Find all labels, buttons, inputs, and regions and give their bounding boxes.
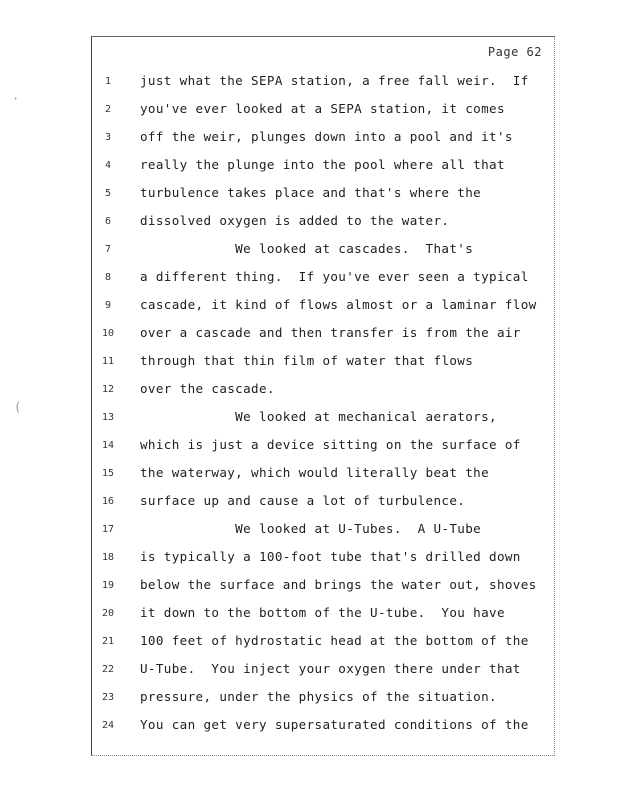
line-text: just what the SEPA station, a free fall weir. If — [140, 73, 529, 88]
line-text: dissolved oxygen is added to the water. — [140, 213, 450, 228]
line-text: off the weir, plunges down into a pool and it's — [140, 129, 513, 144]
line-number: 1 — [104, 76, 112, 87]
transcript-line — [92, 381, 554, 401]
line-number: 24 — [101, 720, 115, 731]
transcript-line — [92, 521, 554, 541]
line-number: 14 — [101, 440, 115, 451]
transcript-line — [92, 325, 554, 345]
line-number: 17 — [101, 524, 115, 535]
line-number: 5 — [104, 188, 112, 199]
line-text: really the plunge into the pool where all that — [140, 157, 505, 172]
transcript-line — [92, 185, 554, 205]
transcript-line — [92, 73, 554, 93]
transcript-line — [92, 633, 554, 653]
transcript-line — [92, 353, 554, 373]
line-text: surface up and cause a lot of turbulence. — [140, 493, 466, 508]
line-number: 8 — [104, 272, 112, 283]
transcript-line — [92, 493, 554, 513]
transcript-page — [91, 36, 555, 756]
line-number: 16 — [101, 496, 115, 507]
transcript-line — [92, 717, 554, 737]
line-number: 11 — [101, 356, 115, 367]
binder-hole-mark: · — [12, 92, 20, 106]
transcript-line — [92, 465, 554, 485]
line-number: 15 — [101, 468, 115, 479]
line-text: 100 feet of hydrostatic head at the bottom of the — [140, 633, 529, 648]
line-number: 22 — [101, 664, 115, 675]
line-text: pressure, under the physics of the situation. — [140, 689, 497, 704]
line-number: 7 — [104, 244, 112, 255]
transcript-line — [92, 269, 554, 289]
line-number: 12 — [101, 384, 115, 395]
line-number: 9 — [104, 300, 112, 311]
line-number: 20 — [101, 608, 115, 619]
transcript-line — [92, 605, 554, 625]
page-number: Page 62 — [487, 45, 542, 59]
line-text: through that thin film of water that flows — [140, 353, 474, 368]
line-text: which is just a device sitting on the surface of — [140, 437, 521, 452]
line-number: 19 — [101, 580, 115, 591]
line-text: a different thing. If you've ever seen a typical — [140, 269, 529, 284]
transcript-line — [92, 241, 554, 261]
line-text: turbulence takes place and that's where the — [140, 185, 482, 200]
line-number: 18 — [101, 552, 115, 563]
line-text: is typically a 100-foot tube that's drilled down — [140, 549, 521, 564]
line-text: over a cascade and then transfer is from the air — [140, 325, 521, 340]
transcript-line — [92, 213, 554, 233]
transcript-line — [92, 129, 554, 149]
transcript-line — [92, 661, 554, 681]
line-number: 10 — [101, 328, 115, 339]
binder-hole-mark: ( — [14, 400, 22, 414]
line-text: below the surface and brings the water out, shoves — [140, 577, 537, 592]
line-text: U-Tube. You inject your oxygen there under that — [140, 661, 521, 676]
transcript-line — [92, 437, 554, 457]
line-number: 2 — [104, 104, 112, 115]
line-number: 3 — [104, 132, 112, 143]
transcript-line — [92, 577, 554, 597]
transcript-line — [92, 549, 554, 569]
line-text: the waterway, which would literally beat the — [140, 465, 490, 480]
line-text: We looked at cascades. That's — [140, 241, 474, 256]
line-text: you've ever looked at a SEPA station, it comes — [140, 101, 505, 116]
line-number: 23 — [101, 692, 115, 703]
line-text: over the cascade. — [140, 381, 275, 396]
line-number: 21 — [101, 636, 115, 647]
transcript-line — [92, 297, 554, 317]
line-number: 13 — [101, 412, 115, 423]
line-text: it down to the bottom of the U-tube. You have — [140, 605, 505, 620]
transcript-line — [92, 409, 554, 429]
line-text: You can get very supersaturated conditions of the — [140, 717, 529, 732]
line-text: We looked at mechanical aerators, — [140, 409, 497, 424]
transcript-line — [92, 157, 554, 177]
line-number: 6 — [104, 216, 112, 227]
line-text: cascade, it kind of flows almost or a laminar flow — [140, 297, 537, 312]
transcript-line — [92, 689, 554, 709]
line-text: We looked at U-Tubes. A U-Tube — [140, 521, 482, 536]
line-number: 4 — [104, 160, 112, 171]
transcript-line — [92, 101, 554, 121]
